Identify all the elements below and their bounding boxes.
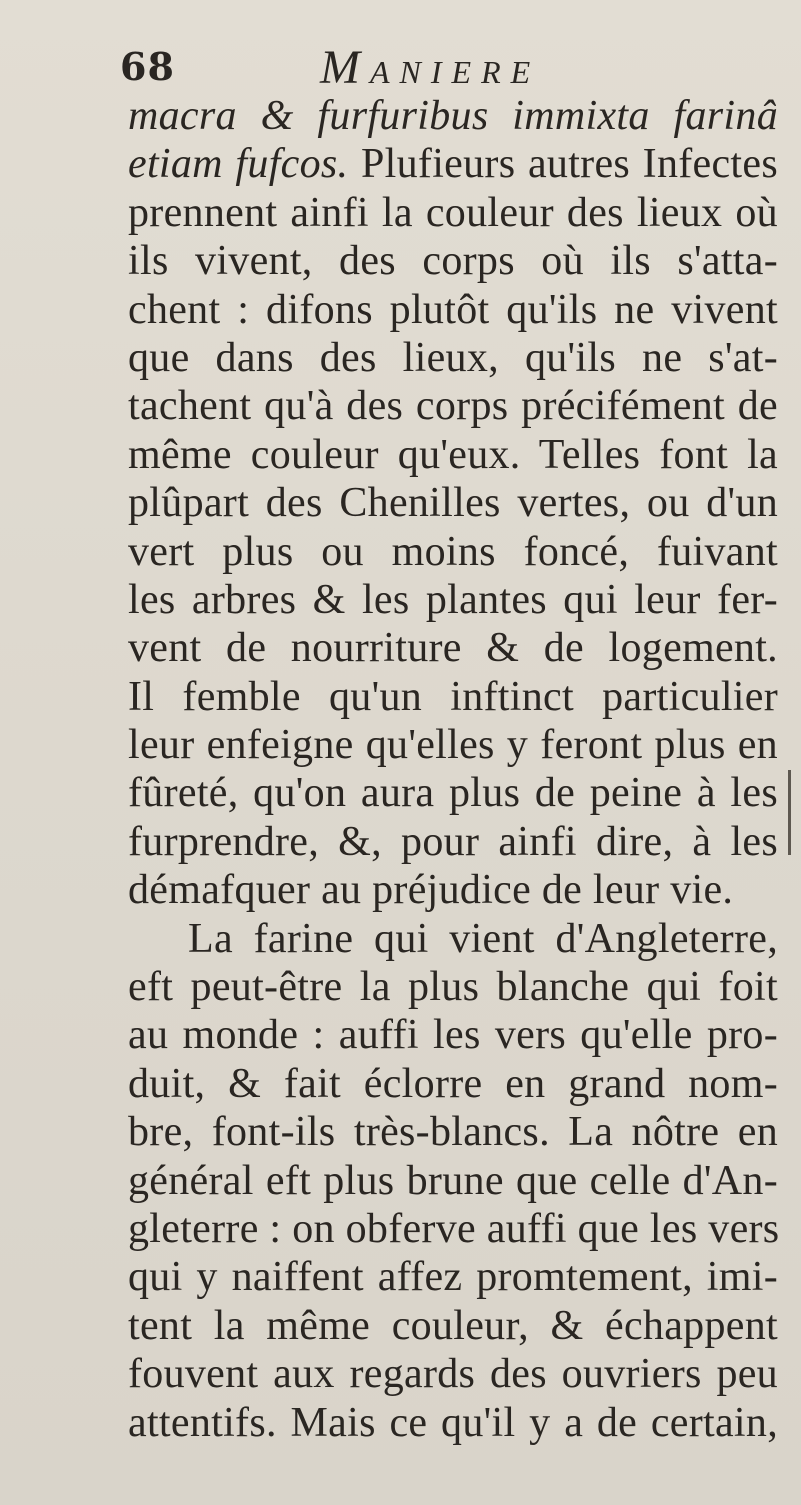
text-line: les arbres & les plantes qui leur fer- <box>128 576 778 623</box>
page-header <box>120 40 760 100</box>
text-line: chent : difons plutôt qu'ils ne vivent <box>128 286 778 333</box>
text-line: général eft plus brune que celle d'An- <box>128 1157 778 1204</box>
text-line: plûpart des Chenilles vertes, ou d'un <box>128 480 778 527</box>
text-line: bre, font-ils très-blancs. La nôtre en <box>128 1109 778 1156</box>
text-line: tent la même couleur, & échappent <box>128 1302 778 1349</box>
roman-fragment: Plufieurs autres Infectes <box>348 141 778 188</box>
body-text <box>128 92 778 1447</box>
text-line <box>128 140 778 188</box>
text-line: qui y naiffent affez promtement, imi- <box>128 1254 778 1301</box>
page-number: 68 <box>120 44 175 89</box>
text-line: vert plus ou moins foncé, fuivant <box>128 528 778 575</box>
running-title-rest: ANIERE <box>369 54 541 90</box>
running-title <box>320 40 540 95</box>
text-line: au monde : auffi les vers qu'elle pro- <box>128 1012 778 1059</box>
margin-mark <box>788 770 791 855</box>
text-line: leur enfeigne qu'elles y feront plus en <box>128 722 778 769</box>
text-line: même couleur qu'eux. Telles font la <box>128 431 778 478</box>
text-line: duit, & fait éclorre en grand nom- <box>128 1060 778 1107</box>
text-line: fouvent aux regards des ouvriers peu <box>128 1351 778 1398</box>
italic-fragment: etiam fufcos. <box>128 141 349 188</box>
text-line: La farine qui vient d'Angleterre, <box>188 915 778 962</box>
text-line: macra & furfuribus immixta farinâ <box>128 93 778 139</box>
text-line: attentifs. Mais ce qu'il y a de certain, <box>128 1399 778 1446</box>
text-line: gleterre : on obferve auffi que les vers <box>128 1205 780 1252</box>
text-line: furprendre, &, pour ainfi dire, à les <box>128 818 778 865</box>
text-line: tachent qu'à des corps précifément de <box>128 383 778 430</box>
text-line: démafquer au préjudice de leur vie. <box>128 867 734 914</box>
text-line: fûreté, qu'on aura plus de peine à les <box>128 770 778 817</box>
text-line: que dans des lieux, qu'ils ne s'at- <box>128 334 778 381</box>
text-line: Il femble qu'un inftinct particulier <box>128 673 778 720</box>
text-line: ils vivent, des corps où ils s'atta- <box>128 238 778 285</box>
running-title-initial: M <box>320 41 370 94</box>
text-line: prennent ainfi la couleur des lieux où <box>128 189 778 236</box>
text-line: eft peut-être la plus blanche qui foit <box>128 964 778 1011</box>
text-line: vent de nourriture & de logement. <box>128 625 778 672</box>
